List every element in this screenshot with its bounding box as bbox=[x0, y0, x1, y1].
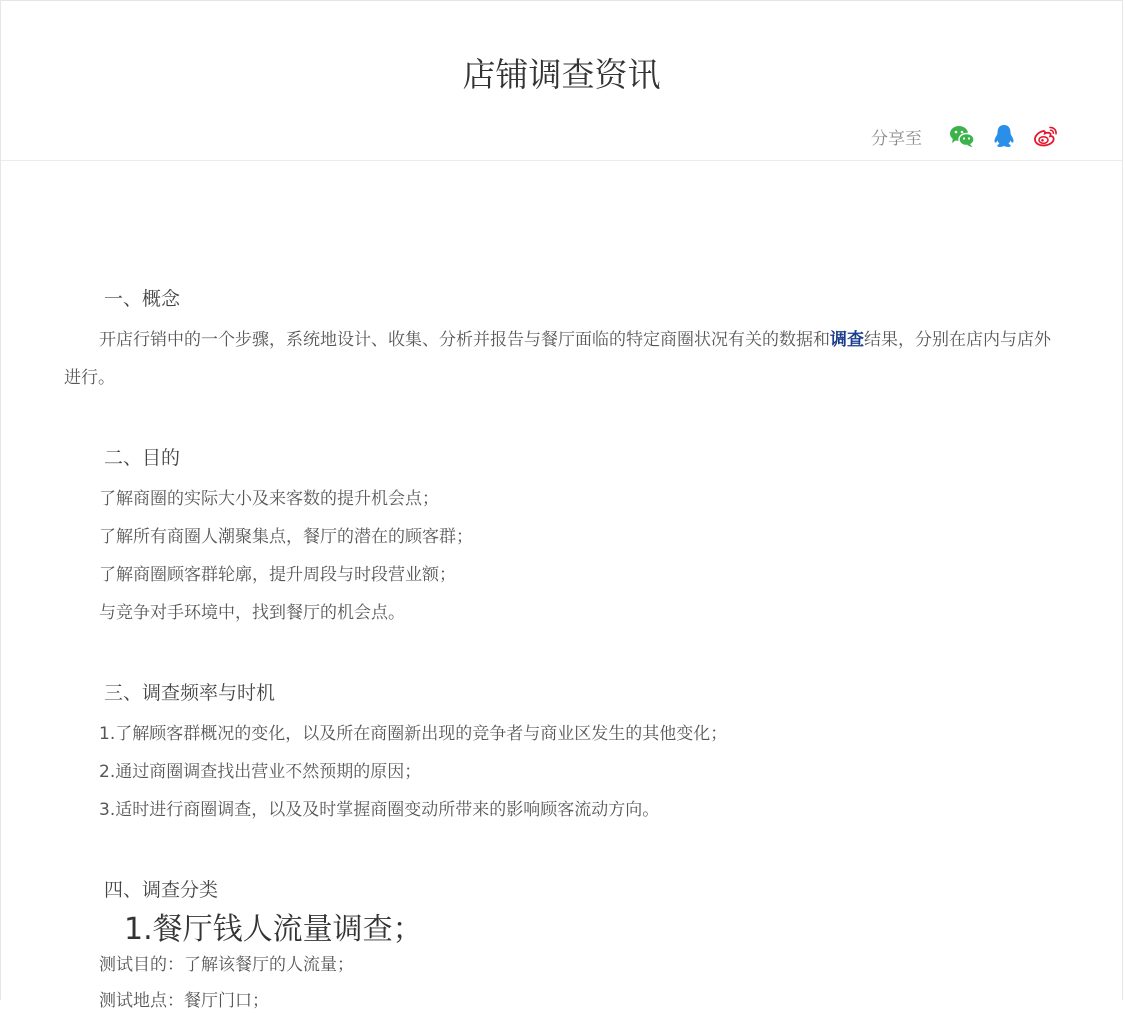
purpose-item: 了解商圈的实际大小及来客数的提升机会点； bbox=[99, 489, 439, 509]
purpose-item: 了解所有商圈人潮聚集点，餐厅的潜在的顾客群； bbox=[99, 527, 473, 547]
section-heading-frequency: 三、调查频率与时机 bbox=[104, 682, 276, 704]
share-bar bbox=[871, 121, 1060, 151]
weibo-icon[interactable] bbox=[1032, 122, 1060, 150]
concept-text-start: 开店行销中的一个步骤，系统地设计、收集、分析并报告与餐厅面临的特定商圈状况有关的数据和 bbox=[99, 330, 830, 350]
wechat-icon[interactable] bbox=[948, 122, 976, 150]
purpose-item: 与竞争对手环境中，找到餐厅的机会点。 bbox=[99, 603, 405, 623]
survey-link[interactable]: 调查 bbox=[830, 330, 864, 350]
article-header bbox=[1, 1, 1122, 161]
purpose-item: 了解商圈顾客群轮廓，提升周段与时段营业额； bbox=[99, 565, 456, 585]
subsection-heading: 1.餐厅钱人流量调查； bbox=[124, 912, 423, 947]
page-title: 店铺调查资讯 bbox=[462, 55, 661, 94]
section-heading-classification: 四、调查分类 bbox=[104, 879, 219, 901]
section-heading-concept: 一、概念 bbox=[104, 288, 181, 310]
frequency-item: 1.了解顾客群概况的变化，以及所在商圈新出现的竞争者与商业区发生的其他变化； bbox=[99, 724, 728, 744]
frequency-item: 2.通过商圈调查找出营业不然预期的原因； bbox=[99, 762, 422, 782]
concept-text-end: 结果，分别在店内与店外进行。 bbox=[64, 330, 1051, 388]
concept-paragraph bbox=[64, 321, 1064, 397]
classification-item: 测试目的：了解该餐厅的人流量； bbox=[99, 955, 354, 975]
qq-icon[interactable] bbox=[990, 122, 1018, 150]
classification-item: 测试地点：餐厅门口； bbox=[99, 991, 269, 1011]
share-label: 分享至 bbox=[871, 128, 922, 149]
frequency-item: 3.适时进行商圈调查，以及及时掌握商圈变动所带来的影响顾客流动方向。 bbox=[99, 800, 660, 820]
section-heading-purpose: 二、目的 bbox=[104, 447, 181, 469]
